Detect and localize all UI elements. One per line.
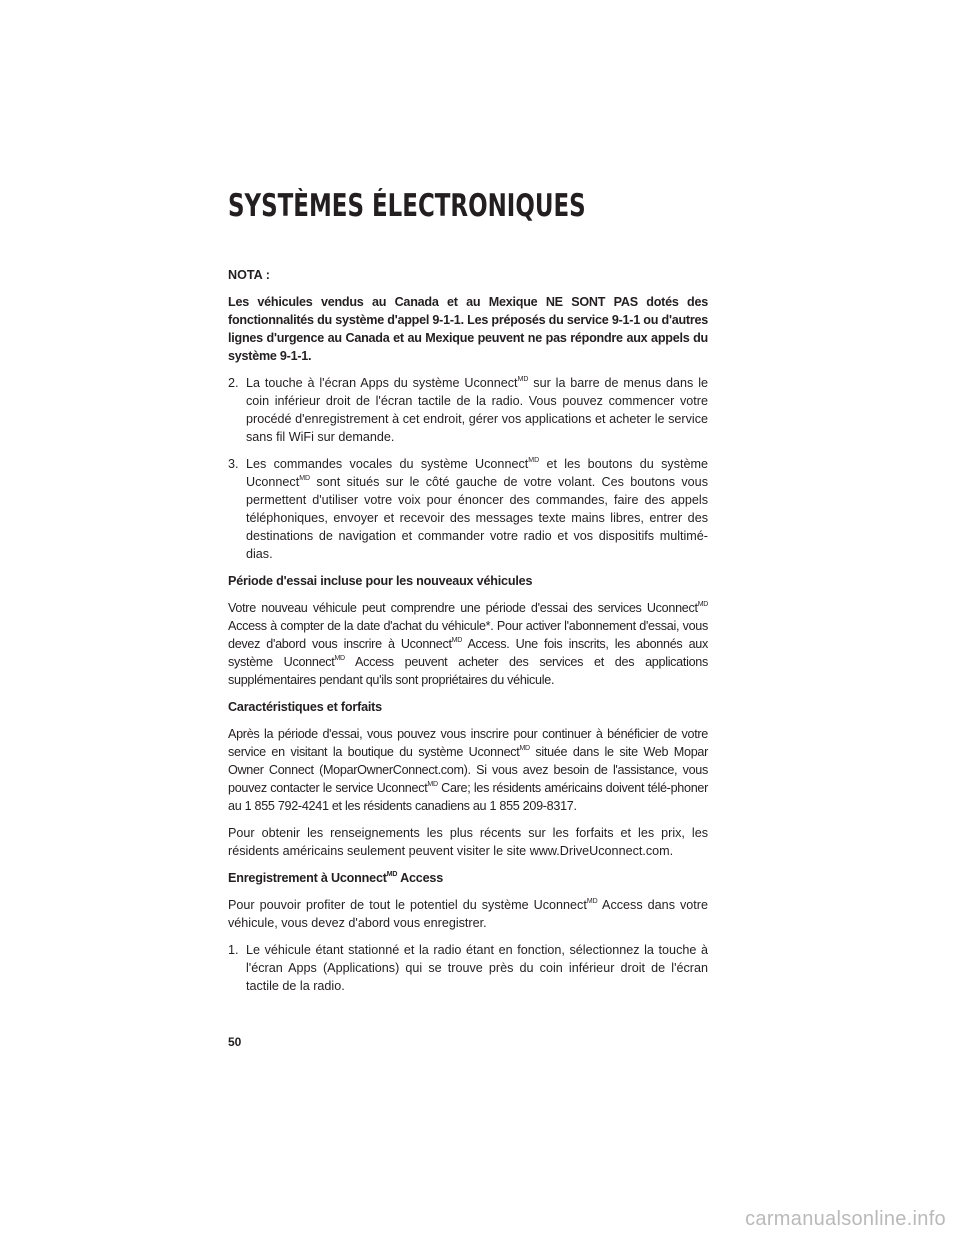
section-title: SYSTÈMES ÉLECTRONIQUES [228, 188, 586, 224]
list-text: sur la barre de menus dans le coin inférieur droit de l'écran tactile de la radio. Vous pouvez commencer votre procédé d'enregistrement à cet endroit, gérer vos applications et acheter le service sans fil WiFi sur demande. [246, 376, 708, 444]
para-text: Care; les résidents américains doivent télé-phoner au 1 855 792-4241 et les résidents canadiens au 1 855 209-8317. [228, 781, 708, 813]
para-text: Access dans votre véhicule, vous devez d'abord vous enregistrer. [228, 898, 709, 930]
trial-paragraph [228, 599, 708, 689]
para-text: Pour pouvoir profiter de tout le potentiel du système Uconnect [228, 898, 587, 912]
trademark-sup: MD [517, 376, 529, 383]
para-text: Après la période d'essai, vous pouvez vous inscrire pour continuer à bénéficier de votre service en visitant la boutique du système Uconnect [228, 727, 708, 759]
trademark-sup: MD [519, 745, 530, 752]
list-text: Le véhicule étant stationné et la radio étant en fonction, sélectionnez la touche à l'écran Apps (Applications) qui se trouve près du coin inférieur droit de l'écran tactile de la radio. [246, 943, 708, 993]
heading-text: Access [397, 871, 444, 885]
features-heading: Caractéristiques et forfaits [228, 700, 382, 714]
page-number: 50 [228, 1035, 242, 1049]
para-text: Access. Une fois inscrits, les abonnés aux système Uconnect [228, 637, 708, 669]
heading-text: Enregistrement à Uconnect [228, 871, 387, 885]
para-text: Access peuvent acheter des services et des applications supplémentaires pendant qu'ils sont propriétaires du véhicule. [228, 655, 708, 687]
list-text: et les boutons du système Uconnect [246, 457, 708, 489]
list-item-1 [228, 941, 708, 995]
note-text: Les véhicules vendus au Canada et au Mexique NE SONT PAS dotés des fonctionnalités du système d'appel 9-1-1. Les préposés du service 9-1-1 ou d'autres lignes d'urgence au Canada et au Mexique peuvent ne pas répondre aux appels du système 9-1-1. [228, 295, 708, 363]
list-number: 3. [228, 457, 239, 471]
list-number: 2. [228, 376, 239, 390]
trademark-sup: MD [386, 871, 398, 878]
trial-heading: Période d'essai incluse pour les nouveaux véhicules [228, 574, 533, 588]
trademark-sup: MD [334, 655, 345, 662]
page-content [228, 266, 708, 1004]
para-text: Votre nouveau véhicule peut comprendre une période d'essai des services Uconnect [228, 601, 698, 615]
trademark-sup: MD [697, 601, 708, 608]
trademark-sup: MD [586, 898, 598, 905]
registration-paragraph [228, 896, 708, 932]
watermark: carmanualsonline.info [745, 1208, 946, 1230]
list-text: sont situés sur le côté gauche de votre volant. Ces boutons vous permettent d'utiliser votre voix pour énoncer des commandes, faire des appels téléphoniques, envoyer et recevoir des messages texte mains libres, entrer des destinations de navigation et commander votre radio et vos dispositifs multimé-dias. [246, 475, 708, 561]
registration-heading [228, 869, 708, 887]
list-item-2 [228, 374, 708, 446]
list-number: 1. [228, 943, 239, 957]
trademark-sup: MD [299, 475, 311, 482]
list-item-3 [228, 455, 708, 563]
trademark-sup: MD [528, 457, 540, 464]
features-paragraph [228, 725, 708, 815]
list-text: Les commandes vocales du système Uconnect [246, 457, 529, 471]
note-label: NOTA : [228, 268, 270, 282]
features-paragraph-2: Pour obtenir les renseignements les plus récents sur les forfaits et les prix, les résidents américains seulement peuvent visiter le site www.DriveUconnect.com. [228, 826, 708, 858]
para-text: située dans le site Web Mopar Owner Connect (MoparOwnerConnect.com). Si vous avez besoin de l'assistance, vous pouvez contacter le service Uconnect [228, 745, 708, 795]
trademark-sup: MD [451, 637, 462, 644]
para-text: Access à compter de la date d'achat du véhicule*. Pour activer l'abonnement d'essai, vous devez d'abord vous inscrire à Uconnect [228, 619, 708, 651]
list-text: La touche à l'écran Apps du système Uconnect [246, 376, 518, 390]
trademark-sup: MD [427, 781, 438, 788]
